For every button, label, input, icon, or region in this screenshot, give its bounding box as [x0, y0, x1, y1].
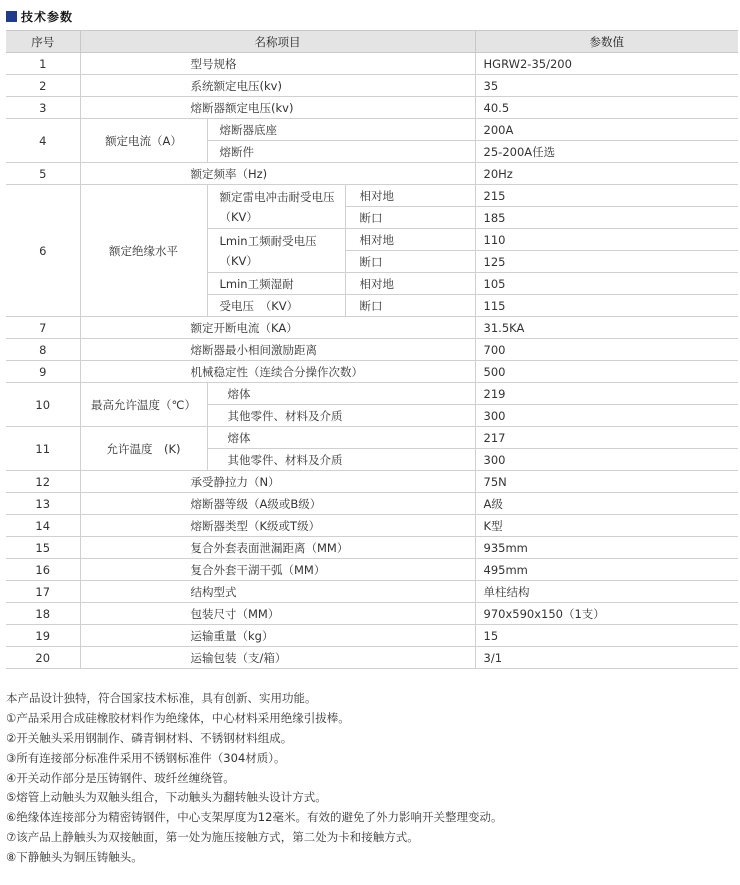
insulation-type-label: 相对地 [345, 185, 475, 207]
row-seq: 16 [6, 559, 80, 581]
insulation-type-label: 相对地 [345, 229, 475, 251]
row-value: HGRW2-35/200 [475, 53, 738, 75]
row-value: 495mm [475, 559, 738, 581]
row-value: 单柱结构 [475, 581, 738, 603]
table-row [6, 537, 738, 559]
section-header [6, 8, 73, 24]
insulation-type-label: 断口 [345, 251, 475, 273]
insulation-subgroup-label: Lmin工频湿耐 [207, 273, 345, 295]
row-value: 3/1 [475, 647, 738, 669]
row-seq: 6 [6, 185, 80, 317]
row-seq: 3 [6, 97, 80, 119]
row-seq: 5 [6, 163, 80, 185]
row-value: 40.5 [475, 97, 738, 119]
section-title: 技术参数 [21, 9, 74, 24]
table-row [6, 471, 738, 493]
row-value: 115 [475, 295, 738, 317]
row-name: 复合外套干湖干弧（MM） [80, 559, 475, 581]
row-seq: 20 [6, 647, 80, 669]
row-value: 185 [475, 207, 738, 229]
table-row [6, 185, 738, 207]
row-value: 31.5KA [475, 317, 738, 339]
row-group-label: 最高允许温度（℃） [80, 383, 207, 427]
row-seq: 1 [6, 53, 80, 75]
row-seq: 9 [6, 361, 80, 383]
notes-intro: 本产品设计独特，符合国家技术标准，具有创新、实用功能。 [6, 691, 317, 705]
table-row [6, 97, 738, 119]
row-seq: 17 [6, 581, 80, 603]
row-value: 15 [475, 625, 738, 647]
note-item: ⑤熔管上动触头为双触头组合，下动触头为翻转触头设计方式。 [6, 790, 327, 805]
row-name: 包装尺寸（MM） [80, 603, 475, 625]
row-value: 105 [475, 273, 738, 295]
row-value: 700 [475, 339, 738, 361]
table-row [6, 53, 738, 75]
row-name: 熔断器类型（K级或T级） [80, 515, 475, 537]
row-seq: 18 [6, 603, 80, 625]
insulation-subgroup-label: 额定雷电冲击耐受电压（KV） [207, 185, 345, 229]
row-seq: 13 [6, 493, 80, 515]
spec-table [6, 30, 738, 669]
note-item: ④开关动作部分是压铸钢件、玻纤丝缠绕管。 [6, 770, 235, 785]
table-row [6, 427, 738, 449]
table-row [6, 361, 738, 383]
table-row [6, 163, 738, 185]
table-row [6, 339, 738, 361]
table-row [6, 625, 738, 647]
row-sub-label: 熔断件 [207, 141, 475, 163]
insulation-type-label: 断口 [345, 207, 475, 229]
note-item: ⑥绝缘体连接部分为精密铸钢件，中心支架厚度为12毫米。有效的避免了外力影响开关整理变动。 [6, 810, 503, 825]
row-value: 75N [475, 471, 738, 493]
row-group-label: 额定绝缘水平 [80, 185, 207, 317]
row-value: 500 [475, 361, 738, 383]
note-item: ①产品采用合成硅橡胶材料作为绝缘体，中心材料采用绝缘引拔棒。 [6, 710, 350, 725]
row-name: 结构型式 [80, 581, 475, 603]
row-name: 系统额定电压(kv) [80, 75, 475, 97]
insulation-type-label: 断口 [345, 295, 475, 317]
insulation-subgroup-label: 受电压 （KV） [207, 295, 345, 317]
row-value: K型 [475, 515, 738, 537]
row-value: 110 [475, 229, 738, 251]
row-value: 25-200A任选 [475, 141, 738, 163]
row-value: 20Hz [475, 163, 738, 185]
row-name: 熔断器等级（A级或B级） [80, 493, 475, 515]
header-value: 参数值 [475, 31, 738, 53]
row-seq: 14 [6, 515, 80, 537]
table-row [6, 493, 738, 515]
insulation-subgroup-label: Lmin工频耐受电压 （KV） [207, 229, 345, 273]
row-value: 35 [475, 75, 738, 97]
row-seq: 15 [6, 537, 80, 559]
table-header-row [6, 31, 738, 53]
row-seq: 2 [6, 75, 80, 97]
row-value: 200A [475, 119, 738, 141]
row-name: 机械稳定性（连续合分操作次数） [80, 361, 475, 383]
product-notes [6, 689, 734, 868]
row-name: 运输重量（kg） [80, 625, 475, 647]
note-item: ⑧下静触头为铜压铸触头。 [6, 850, 143, 865]
row-sub-label: 熔体 [207, 383, 475, 405]
row-name: 型号规格 [80, 53, 475, 75]
note-item: ⑦该产品上静触头为双接触面，第一处为施压接触方式，第二处为卡和接触方式。 [6, 830, 419, 845]
note-item: ③所有连接部分标准件采用不锈钢标准件（304材质）。 [6, 750, 286, 765]
row-seq: 11 [6, 427, 80, 471]
row-name: 熔断器最小相间激励距离 [80, 339, 475, 361]
row-seq: 12 [6, 471, 80, 493]
row-seq: 10 [6, 383, 80, 427]
insulation-type-label: 相对地 [345, 273, 475, 295]
row-name: 复合外套表面泄漏距离（MM） [80, 537, 475, 559]
table-row [6, 581, 738, 603]
row-name: 熔断器额定电压(kv) [80, 97, 475, 119]
row-sub-label: 熔体 [207, 427, 475, 449]
row-seq: 7 [6, 317, 80, 339]
row-value: A级 [475, 493, 738, 515]
row-sub-label: 其他零件、材料及介质 [207, 405, 475, 427]
table-row [6, 119, 738, 141]
row-value: 300 [475, 405, 738, 427]
row-sub-label: 熔断器底座 [207, 119, 475, 141]
row-seq: 8 [6, 339, 80, 361]
row-name: 运输包装（支/箱） [80, 647, 475, 669]
row-group-label: 允许温度 (K) [80, 427, 207, 471]
row-seq: 19 [6, 625, 80, 647]
table-row [6, 317, 738, 339]
row-value: 970x590x150（1支） [475, 603, 738, 625]
row-sub-label: 其他零件、材料及介质 [207, 449, 475, 471]
row-name: 承受静拉力（N） [80, 471, 475, 493]
title-square-icon [6, 11, 17, 22]
row-value: 217 [475, 427, 738, 449]
row-name: 额定开断电流（KA） [80, 317, 475, 339]
row-value: 125 [475, 251, 738, 273]
note-item: ②开关触头采用钢制作、磷青铜材料、不锈钢材料组成。 [6, 730, 293, 745]
header-seq: 序号 [6, 31, 80, 53]
row-seq: 4 [6, 119, 80, 163]
table-row [6, 75, 738, 97]
row-name: 额定频率（Hz) [80, 163, 475, 185]
table-row [6, 559, 738, 581]
row-value: 215 [475, 185, 738, 207]
header-name: 名称项目 [80, 31, 475, 53]
row-group-label: 额定电流（A） [80, 119, 207, 163]
table-row [6, 515, 738, 537]
table-row [6, 603, 738, 625]
row-value: 300 [475, 449, 738, 471]
table-row [6, 383, 738, 405]
table-row [6, 647, 738, 669]
row-value: 219 [475, 383, 738, 405]
row-value: 935mm [475, 537, 738, 559]
